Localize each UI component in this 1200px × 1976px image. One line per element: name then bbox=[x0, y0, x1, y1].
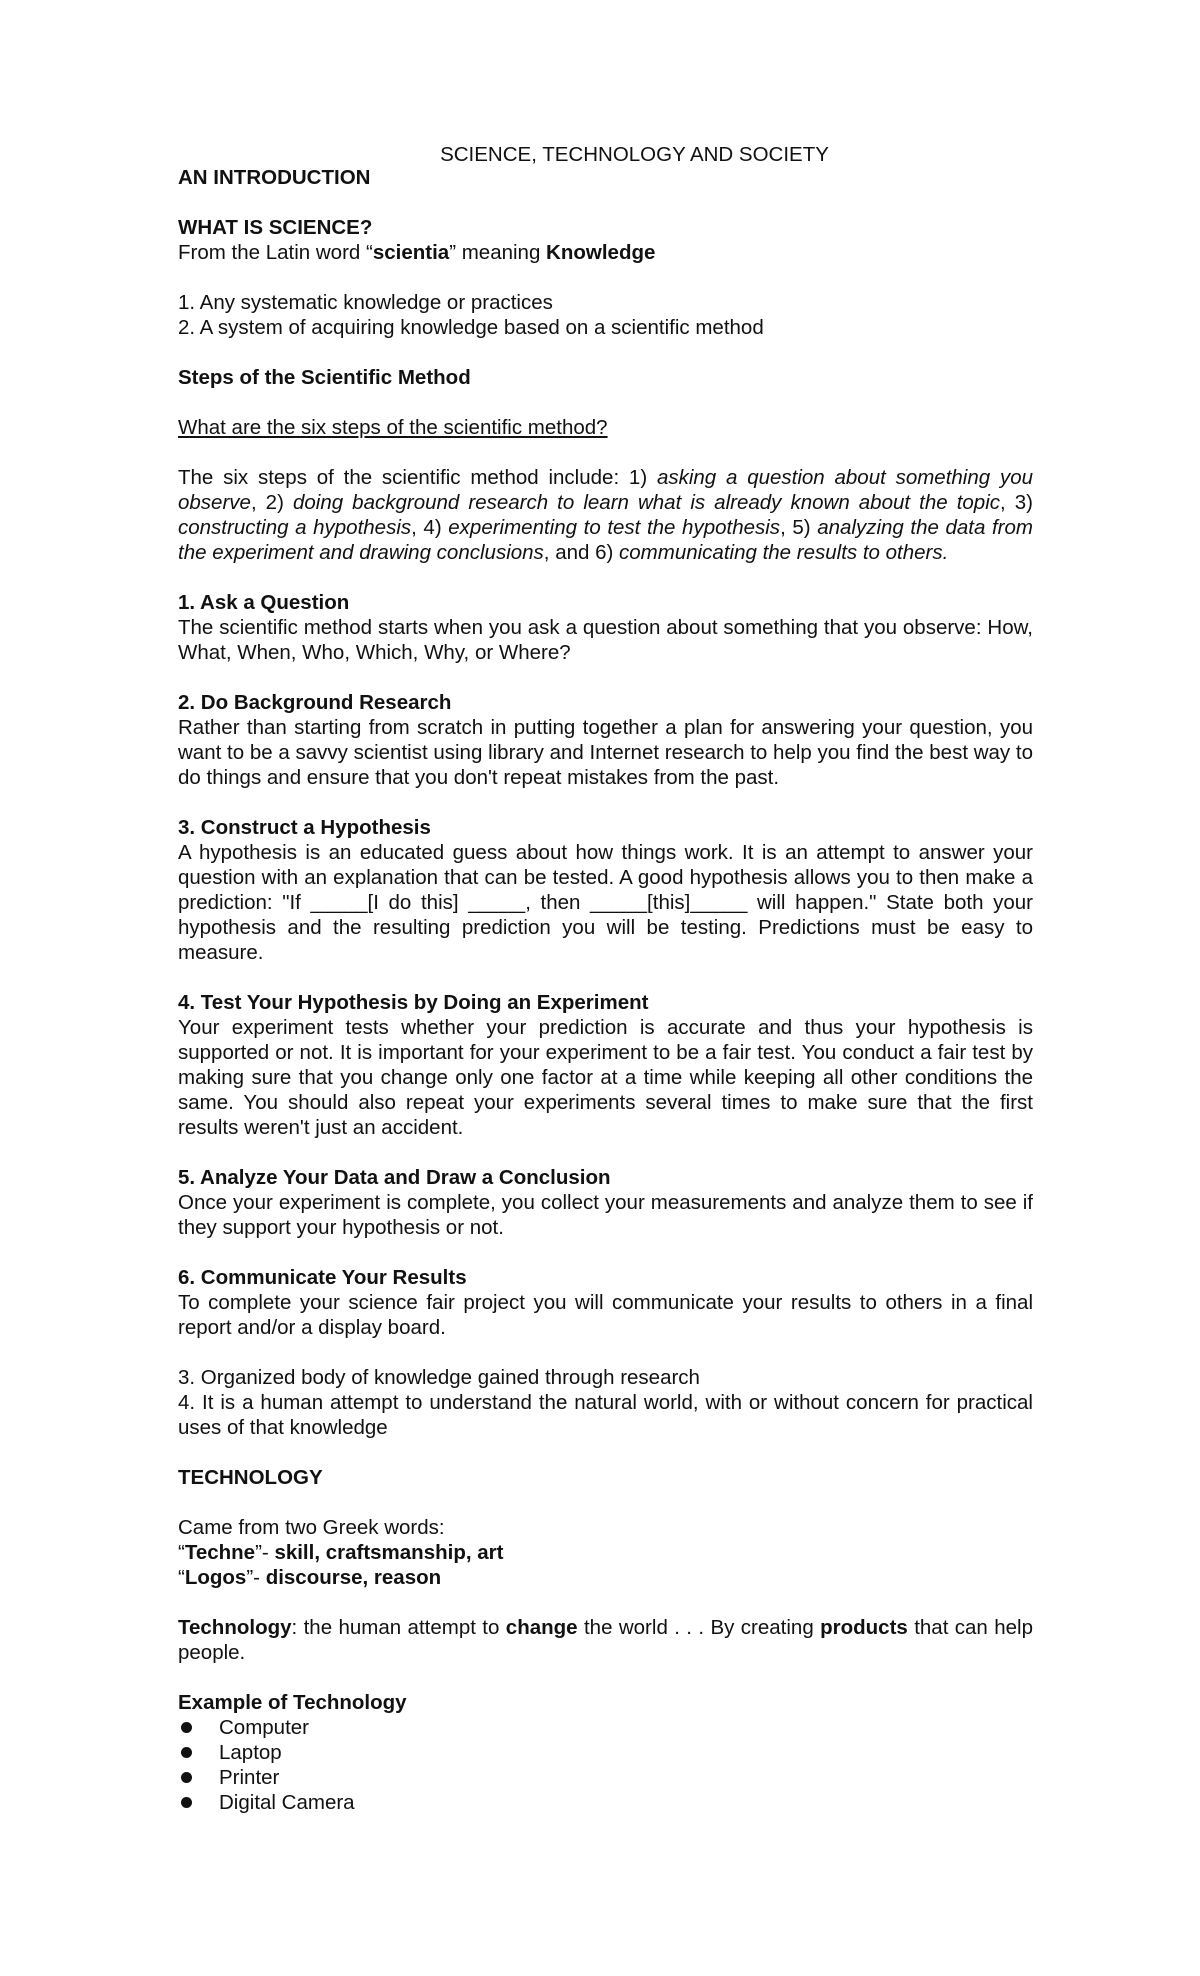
what-is-science-heading: WHAT IS SCIENCE? bbox=[178, 216, 373, 239]
six-steps-question: What are the six steps of the scientific method? bbox=[178, 416, 608, 439]
document-page bbox=[178, 142, 1033, 1815]
step-title: 5. Analyze Your Data and Draw a Conclusion bbox=[178, 1166, 611, 1189]
step-title: 2. Do Background Research bbox=[178, 691, 452, 714]
step-section bbox=[178, 1165, 1033, 1240]
technology-definition: Technology: the human attempt to change the world . . . By creating products that can help people. bbox=[178, 1616, 1033, 1664]
science-definition-3: 3. Organized body of knowledge gained through research bbox=[178, 1366, 700, 1389]
step-section bbox=[178, 1265, 1033, 1340]
step-title: 3. Construct a Hypothesis bbox=[178, 816, 431, 839]
logos-meaning: discourse, reason bbox=[265, 1566, 442, 1589]
bullet-icon bbox=[181, 1797, 192, 1808]
bullet-icon bbox=[181, 1772, 192, 1783]
science-definition-2: 2. A system of acquiring knowledge based on a scientific method bbox=[178, 316, 764, 339]
list-item: Computer bbox=[178, 1715, 1033, 1740]
step-section bbox=[178, 815, 1033, 965]
technology-term: Technology bbox=[178, 1616, 292, 1639]
step-body: The scientific method starts when you ask a question about something that you observe: How, What, When, Who, Which, Why, or Where? bbox=[178, 616, 1033, 664]
steps-heading: Steps of the Scientific Method bbox=[178, 366, 471, 389]
techne-word: Techne bbox=[184, 1541, 256, 1564]
list-item: Laptop bbox=[178, 1740, 1033, 1765]
step-body: To complete your science fair project you will communicate your results to others in a final report and/or a display board. bbox=[178, 1291, 1033, 1339]
technology-heading: TECHNOLOGY bbox=[178, 1466, 323, 1489]
step-section bbox=[178, 690, 1033, 790]
techne-line: “Techne”- skill, craftsmanship, art bbox=[178, 1541, 504, 1564]
science-definition-1: 1. Any systematic knowledge or practices bbox=[178, 291, 553, 314]
step-title: 6. Communicate Your Results bbox=[178, 1266, 467, 1289]
latin-word: scientia bbox=[372, 241, 450, 264]
step-body: Your experiment tests whether your prediction is accurate and thus your hypothesis is supported or not. It is important for your experiment to be a fair test. You conduct a fair test by making sure that you change only one factor at a time while keeping all other conditions the same. You should also repeat your experiments several times to make sure that the first results weren't just an accident. bbox=[178, 1016, 1033, 1139]
list-item: Printer bbox=[178, 1765, 1033, 1790]
step-section bbox=[178, 590, 1033, 665]
step-section bbox=[178, 990, 1033, 1140]
six-steps-paragraph: The six steps of the scientific method include: 1) asking a question about something you observe, 2) doing background research to learn what is already known about the topic, 3) constructing a hypothesis, 4) experimenting to test the hypothesis, 5) analyzing the data from the experiment and drawing conclusions, and 6) communicating the results to others. bbox=[178, 466, 1033, 564]
techne-meaning: skill, craftsmanship, art bbox=[274, 1541, 504, 1564]
science-definition-4: 4. It is a human attempt to understand the natural world, with or without concern for practical uses of that knowledge bbox=[178, 1391, 1033, 1439]
step-body: A hypothesis is an educated guess about how things work. It is an attempt to answer your question with an explanation that can be tested. A good hypothesis allows you to then make a prediction: "If _____[I do this] _____, then _____[this]_____ will happen." State both your hypothesis and the resulting prediction you will be testing. Predictions must be easy to measure. bbox=[178, 841, 1033, 964]
examples-list bbox=[178, 1715, 1033, 1815]
step-body: Rather than starting from scratch in putting together a plan for answering your question, you want to be a savvy scientist using library and Internet research to help you find the best way to do things and ensure that you don't repeat mistakes from the past. bbox=[178, 716, 1033, 789]
step-title: 4. Test Your Hypothesis by Doing an Experiment bbox=[178, 991, 649, 1014]
step-title: 1. Ask a Question bbox=[178, 591, 350, 614]
list-item: Digital Camera bbox=[178, 1790, 1033, 1815]
logos-line: “Logos”- discourse, reason bbox=[178, 1566, 442, 1589]
logos-word: Logos bbox=[184, 1566, 247, 1589]
technology-origin: Came from two Greek words: bbox=[178, 1516, 445, 1539]
latin-origin-line: From the Latin word “scientia” meaning Knowledge bbox=[178, 241, 656, 264]
latin-meaning: Knowledge bbox=[546, 241, 656, 264]
bullet-icon bbox=[181, 1722, 192, 1733]
intro-heading: AN INTRODUCTION bbox=[178, 166, 371, 189]
bullet-icon bbox=[181, 1747, 192, 1758]
document-title: SCIENCE, TECHNOLOGY AND SOCIETY bbox=[440, 143, 829, 166]
step-body: Once your experiment is complete, you collect your measurements and analyze them to see if they support your hypothesis or not. bbox=[178, 1191, 1033, 1239]
examples-heading: Example of Technology bbox=[178, 1691, 407, 1714]
